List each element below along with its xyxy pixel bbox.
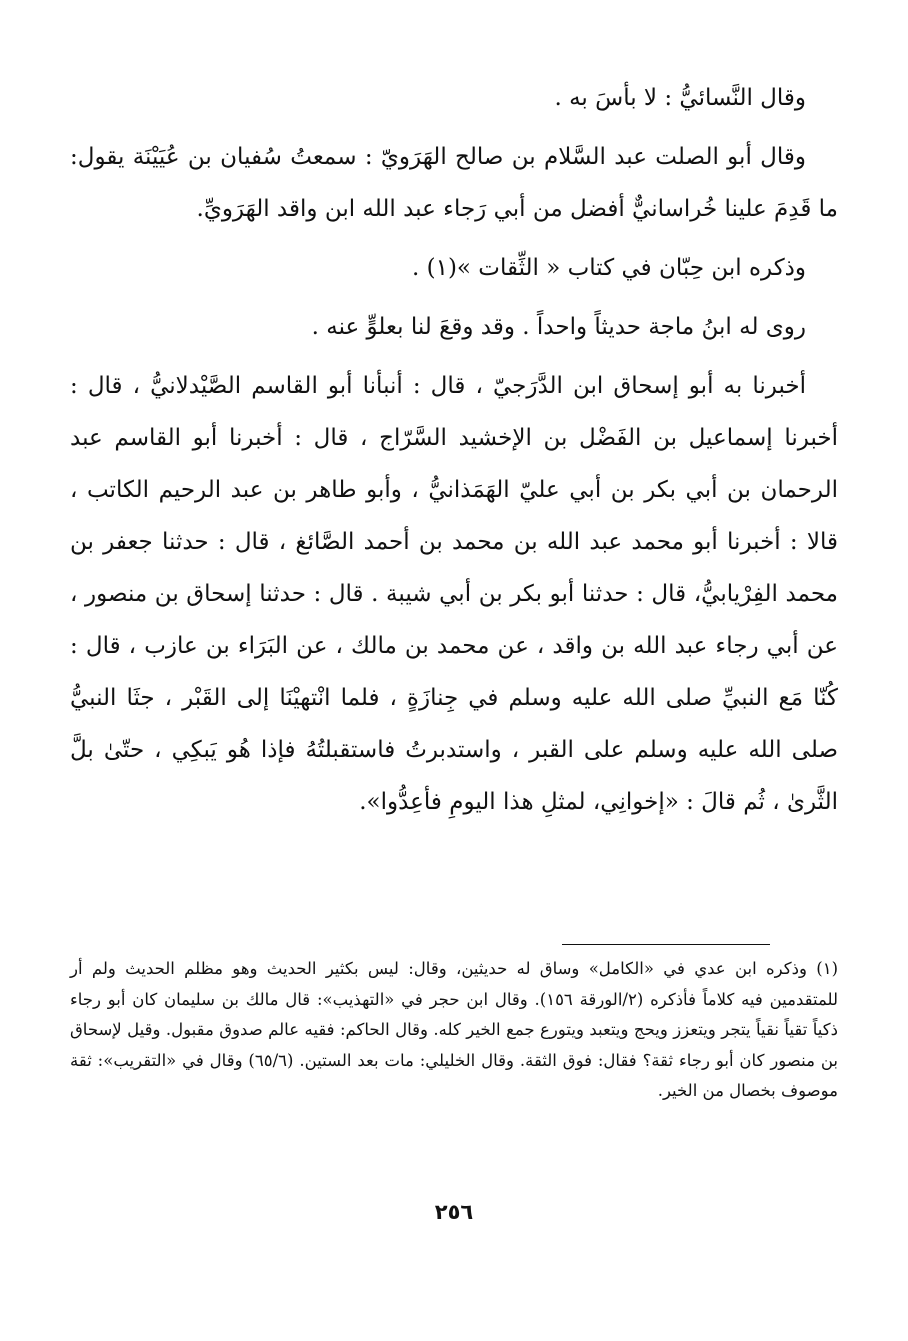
paragraph: وقال النَّسائيُّ : لا بأسَ به .	[554, 85, 806, 111]
footnote-divider	[562, 944, 770, 945]
paragraph: وقال أبو الصلت عبد السَّلام بن صالح الهَرَويّ : سمعتُ سُفيان بن عُيَيْنَة يقول: ما قَدِمَ علينا خُراسانيٌّ أفضل من أبي رَجاء عبد الله ابن واقد الهَرَويِّ.	[70, 144, 838, 222]
main-text	[70, 72, 838, 835]
page-number: ٢٥٦	[434, 1200, 474, 1224]
footnotes	[70, 954, 838, 1107]
footnote: (١) وذكره ابن عدي في «الكامل» وساق له حديثين، وقال: ليس بكثير الحديث وهو مظلم الحديث ولم أر للمتقدمين فيه كلاماً فأذكره (٢/الورقة ١٥٦). وقال ابن حجر في «التهذيب»: قال مالك بن سليمان كان أبو رجاء ذكياً تقياً نقياً يتجر ويتعزز ويحج ويتعبد ويتورع جمع الخير كله. وقال الحاكم: فقيه عالم صدوق مقبول. وقيل لإسحاق بن منصور كان أبو رجاء ثقة؟ فقال: فوق الثقة. وقال الخليلي: مات بعد الستين. (٦٥/٦) وقال في «التقريب»: ثقة موصوف بخصال من الخير.	[70, 959, 838, 1100]
paragraph: وذكره ابن حِبّان في كتاب « الثِّقات »(١) .	[411, 255, 806, 281]
paragraph: روى له ابنُ ماجة حديثاً واحداً . وقد وقعَ لنا بعلوٍّ عنه .	[311, 314, 806, 340]
paragraph: أخبرنا به أبو إسحاق ابن الدَّرَجيّ ، قال : أنبأنا أبو القاسم الصَّيْدلانيُّ ، قال : أخبرنا إسماعيل بن الفَضْل بن الإخشيد السَّرّاج ، قال : أخبرنا أبو القاسم عبد الرحمان بن أبي بكر بن أبي عليّ الهَمَذانيُّ ، وأبو طاهر بن عبد الرحيم الكاتب ، قالا : أخبرنا أبو محمد عبد الله بن محمد بن أحمد الصَّائغ ، قال : حدثنا جعفر بن محمد الفِرْيابيُّ، قال : حدثنا أبو بكر بن أبي شيبة . قال : حدثنا إسحاق بن منصور ، عن أبي رجاء عبد الله بن واقد ، عن محمد بن مالك ، عن البَرَاء بن عازب ، قال : كُنّا مَع النبيِّ صلى الله عليه وسلم في جِنازَةٍ ، فلما انْتهيْنَا إلى القَبْر ، جثَا النبيُّ صلى الله عليه وسلم على القبر ، واستدبرتُ فاستقبلتُهُ فإذا هُو يَبكِي ، حتّىٰ بلَّ الثَّرىٰ ، ثُم قالَ : «إخوانِي، لمثلِ هذا اليومِ فأعِدُّوا».	[70, 373, 838, 815]
